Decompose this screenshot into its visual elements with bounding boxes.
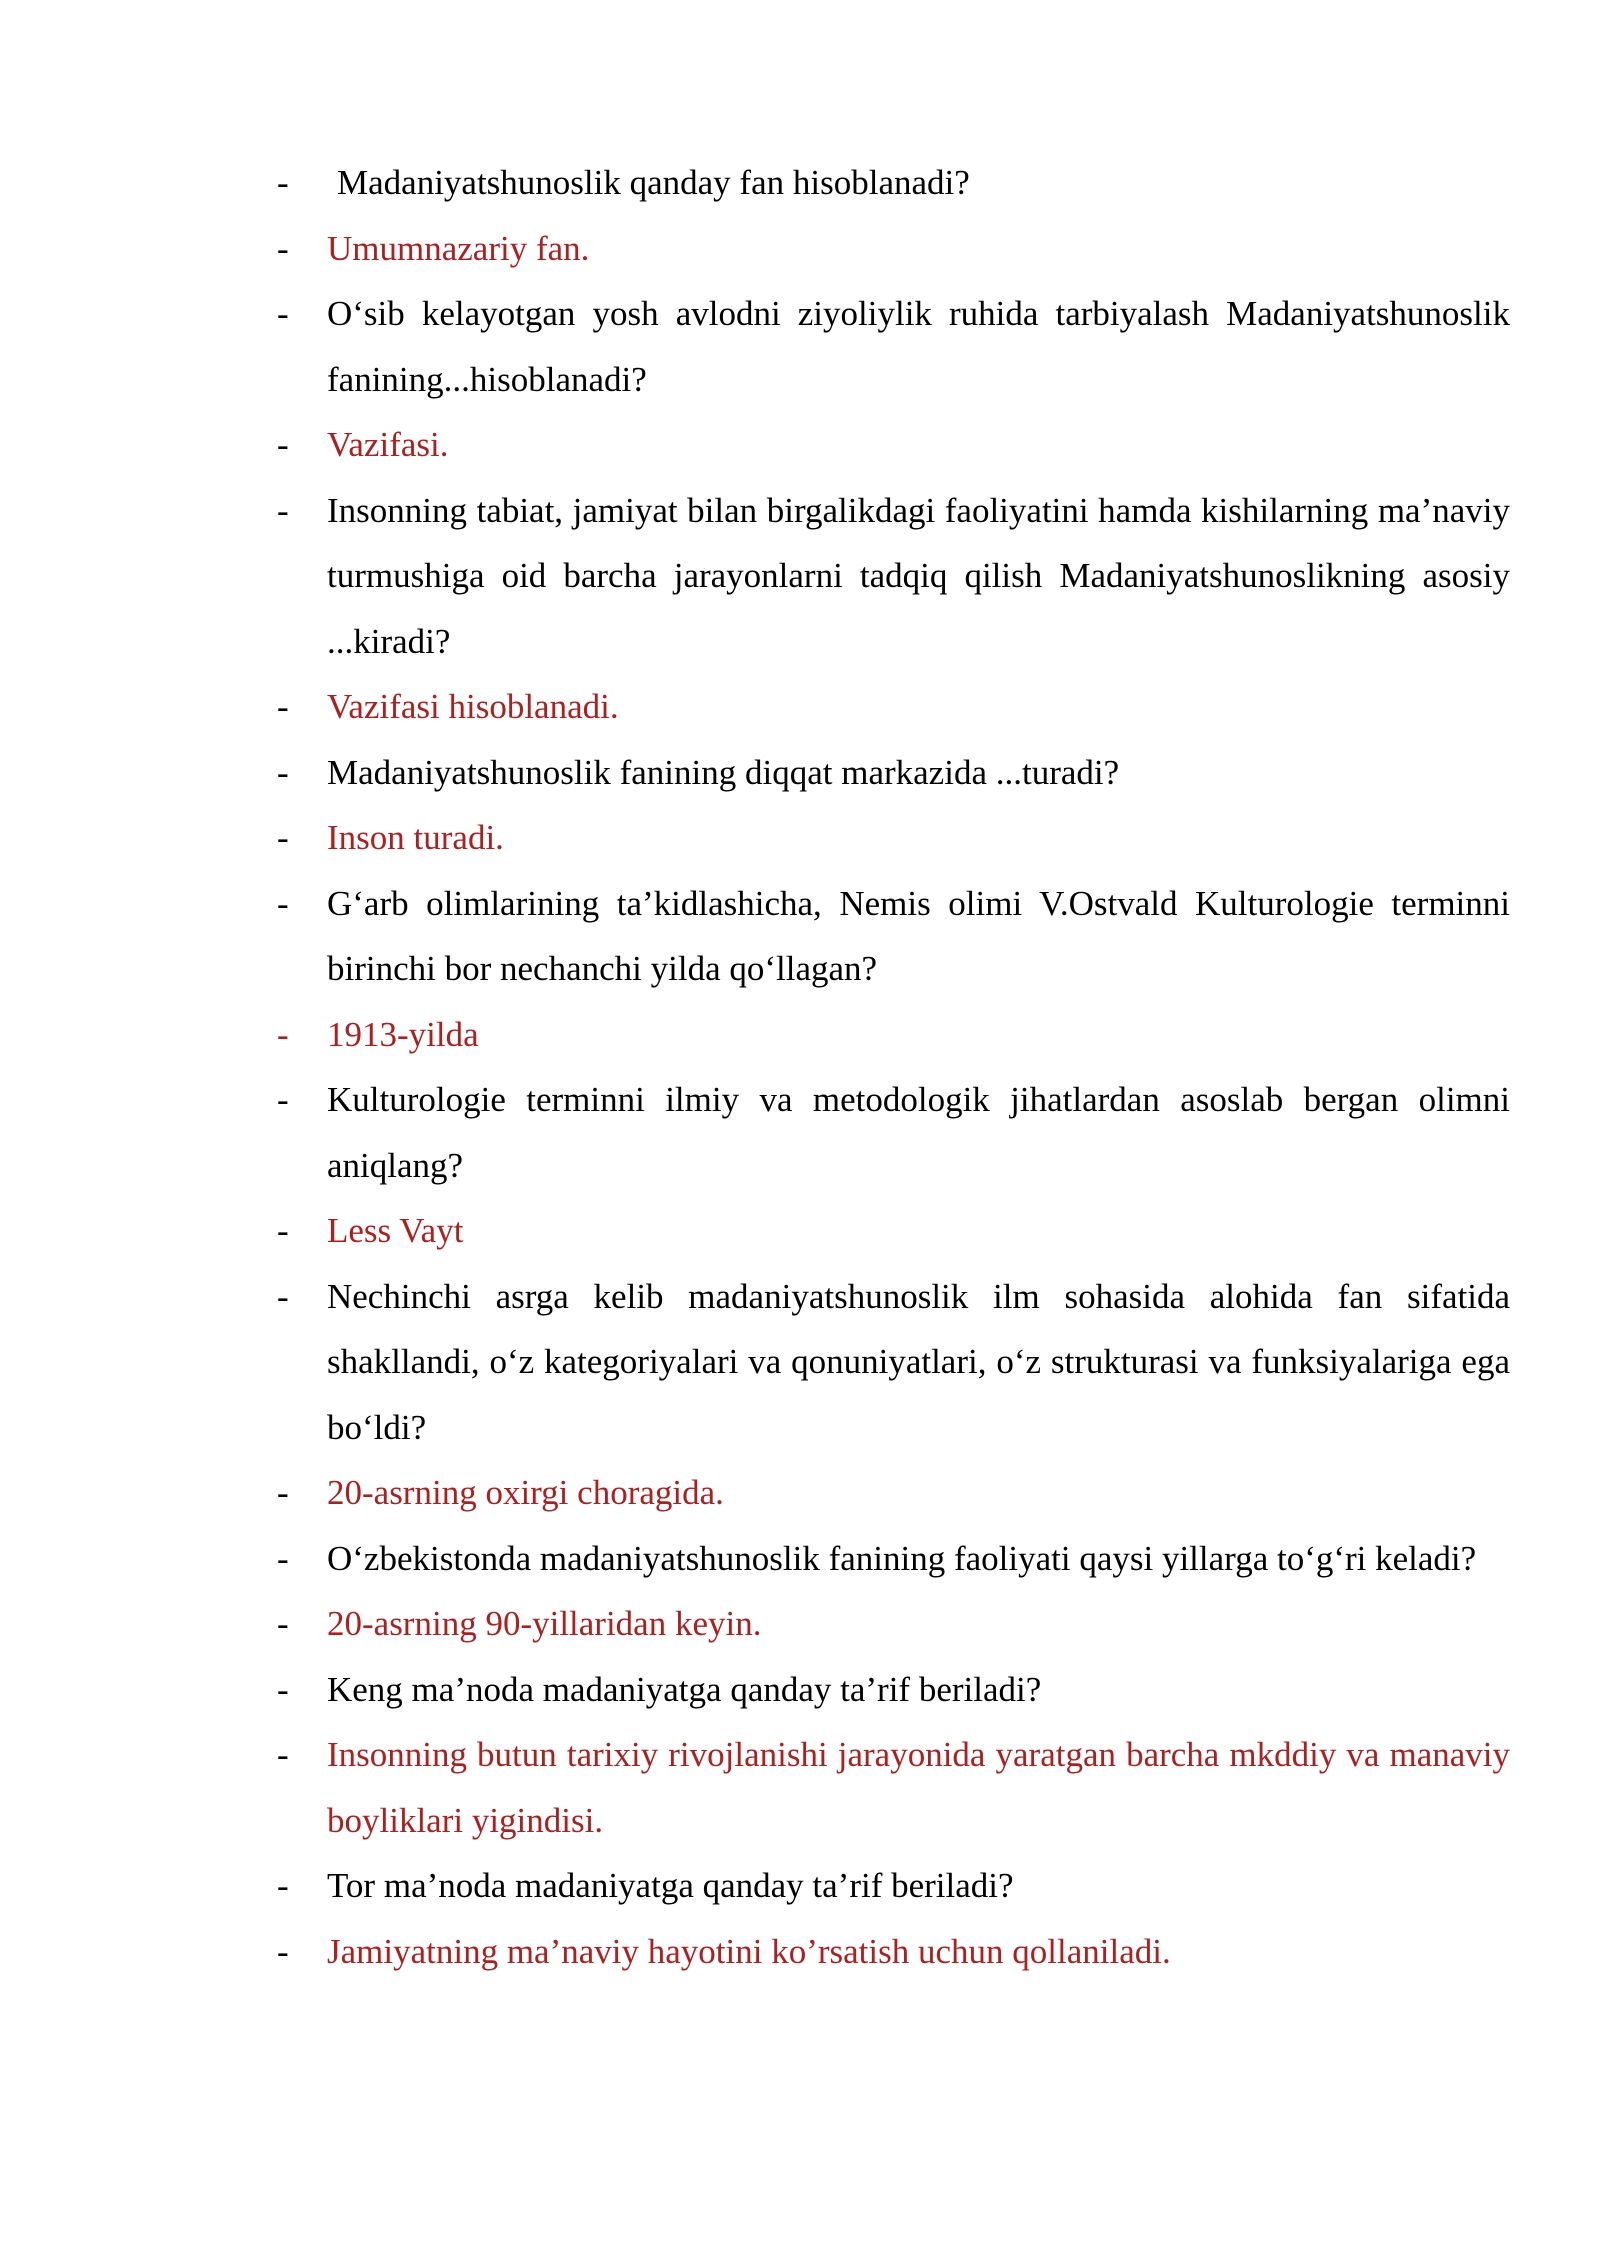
list-item-answer: [275, 1591, 1510, 1657]
question-text: Insonning tabiat, jamiyat bilan birgalikdagi faoliyatini hamda kishilarning ma’naviy turmushiga oid barcha jarayonlarni tadqiq qilish Madaniyatshunoslikning asosiy ...kiradi?: [327, 490, 1510, 661]
list-item-answer: [275, 1722, 1510, 1853]
bullet-dash: -: [277, 490, 289, 530]
bullet-dash: -: [277, 1473, 289, 1512]
answer-text: Umumnazariy fan.: [327, 228, 590, 268]
list-item-answer: [275, 1460, 1510, 1526]
answer-text: Vazifasi hisoblanadi.: [327, 687, 619, 726]
list-item-question: [275, 871, 1510, 1002]
question-text: Nechinchi asrga kelib madaniyatshunoslik ilm sohasida alohida fan sifatida shakllandi, o‘z kategoriyalari va qonuniyatlari, o‘z strukturasi va funksiyalariga ega bo‘ldi?: [327, 1276, 1510, 1447]
list-item-answer: [275, 1919, 1510, 1985]
answer-text: Vazifasi.: [327, 425, 449, 464]
bullet-dash: -: [277, 1931, 289, 1971]
question-text: O‘zbekistonda madaniyatshunoslik fanining faoliyati qaysi yillarga to‘g‘ri keladi?: [327, 1538, 1477, 1578]
bullet-dash: -: [277, 1538, 289, 1578]
bullet-dash: -: [277, 1866, 289, 1905]
list-item-question: [275, 1067, 1510, 1198]
bullet-dash: -: [277, 687, 289, 726]
bullet-dash: -: [277, 163, 289, 202]
list-item-question: [275, 740, 1510, 806]
answer-text: 1913-yilda: [327, 1014, 479, 1054]
list-item-question: [275, 1853, 1510, 1919]
bullet-dash: -: [277, 1211, 289, 1250]
bullet-dash: -: [277, 752, 289, 792]
bullet-dash: -: [277, 883, 289, 923]
answer-text: 20-asrning 90-yillaridan keyin.: [327, 1604, 762, 1643]
bullet-dash: -: [277, 1014, 289, 1054]
list-item-answer: [275, 1198, 1510, 1264]
bullet-dash: -: [277, 228, 289, 268]
list-item-question: [275, 281, 1510, 412]
question-text: Madaniyatshunoslik fanining diqqat markazida ...turadi?: [327, 752, 1120, 792]
list-item-question: [275, 1264, 1510, 1461]
question-text: Tor ma’noda madaniyatga qanday ta’rif beriladi?: [327, 1866, 1014, 1905]
bullet-dash: -: [277, 1276, 289, 1316]
answer-text: Less Vayt: [327, 1211, 464, 1250]
bullet-dash: -: [277, 818, 289, 857]
bullet-dash: -: [277, 1669, 289, 1709]
list-item-question: [275, 478, 1510, 675]
list-item-answer: [275, 805, 1510, 871]
list-item-answer: [275, 1002, 1510, 1068]
question-text: O‘sib kelayotgan yosh avlodni ziyoliylik ruhida tarbiyalash Madaniyatshunoslik fanining...hisoblanadi?: [327, 294, 1510, 399]
question-text: G‘arb olimlarining ta’kidlashicha, Nemis olimi V.Ostvald Kulturologie terminni birinchi bor nechanchi yilda qo‘llagan?: [327, 883, 1510, 988]
list-item-question: [275, 150, 1510, 216]
bullet-dash: -: [277, 425, 289, 464]
list-item-answer: [275, 412, 1510, 478]
bullet-dash: -: [277, 1080, 289, 1119]
bullet-dash: -: [277, 1604, 289, 1643]
answer-text: 20-asrning oxirgi choragida.: [327, 1473, 724, 1512]
list-item-question: [275, 1657, 1510, 1723]
question-text: Madaniyatshunoslik qanday fan hisoblanadi?: [337, 163, 970, 202]
list-item-question: [275, 1526, 1510, 1592]
list-item-answer: [275, 674, 1510, 740]
answer-text: Insonning butun tarixiy rivojlanishi jarayonida yaratgan barcha mkddiy va manaviy boyliklari yigindisi.: [327, 1735, 1510, 1840]
qa-list: [275, 150, 1510, 1984]
list-item-answer: [275, 216, 1510, 282]
question-text: Kulturologie terminni ilmiy va metodologik jihatlardan asoslab bergan olimni aniqlang?: [327, 1080, 1510, 1185]
question-text: Keng ma’noda madaniyatga qanday ta’rif beriladi?: [327, 1669, 1042, 1709]
bullet-dash: -: [277, 294, 289, 333]
bullet-dash: -: [277, 1735, 289, 1774]
answer-text: Jamiyatning ma’naviy hayotini ko’rsatish uchun qollaniladi.: [327, 1931, 1171, 1971]
answer-text: Inson turadi.: [327, 818, 504, 857]
